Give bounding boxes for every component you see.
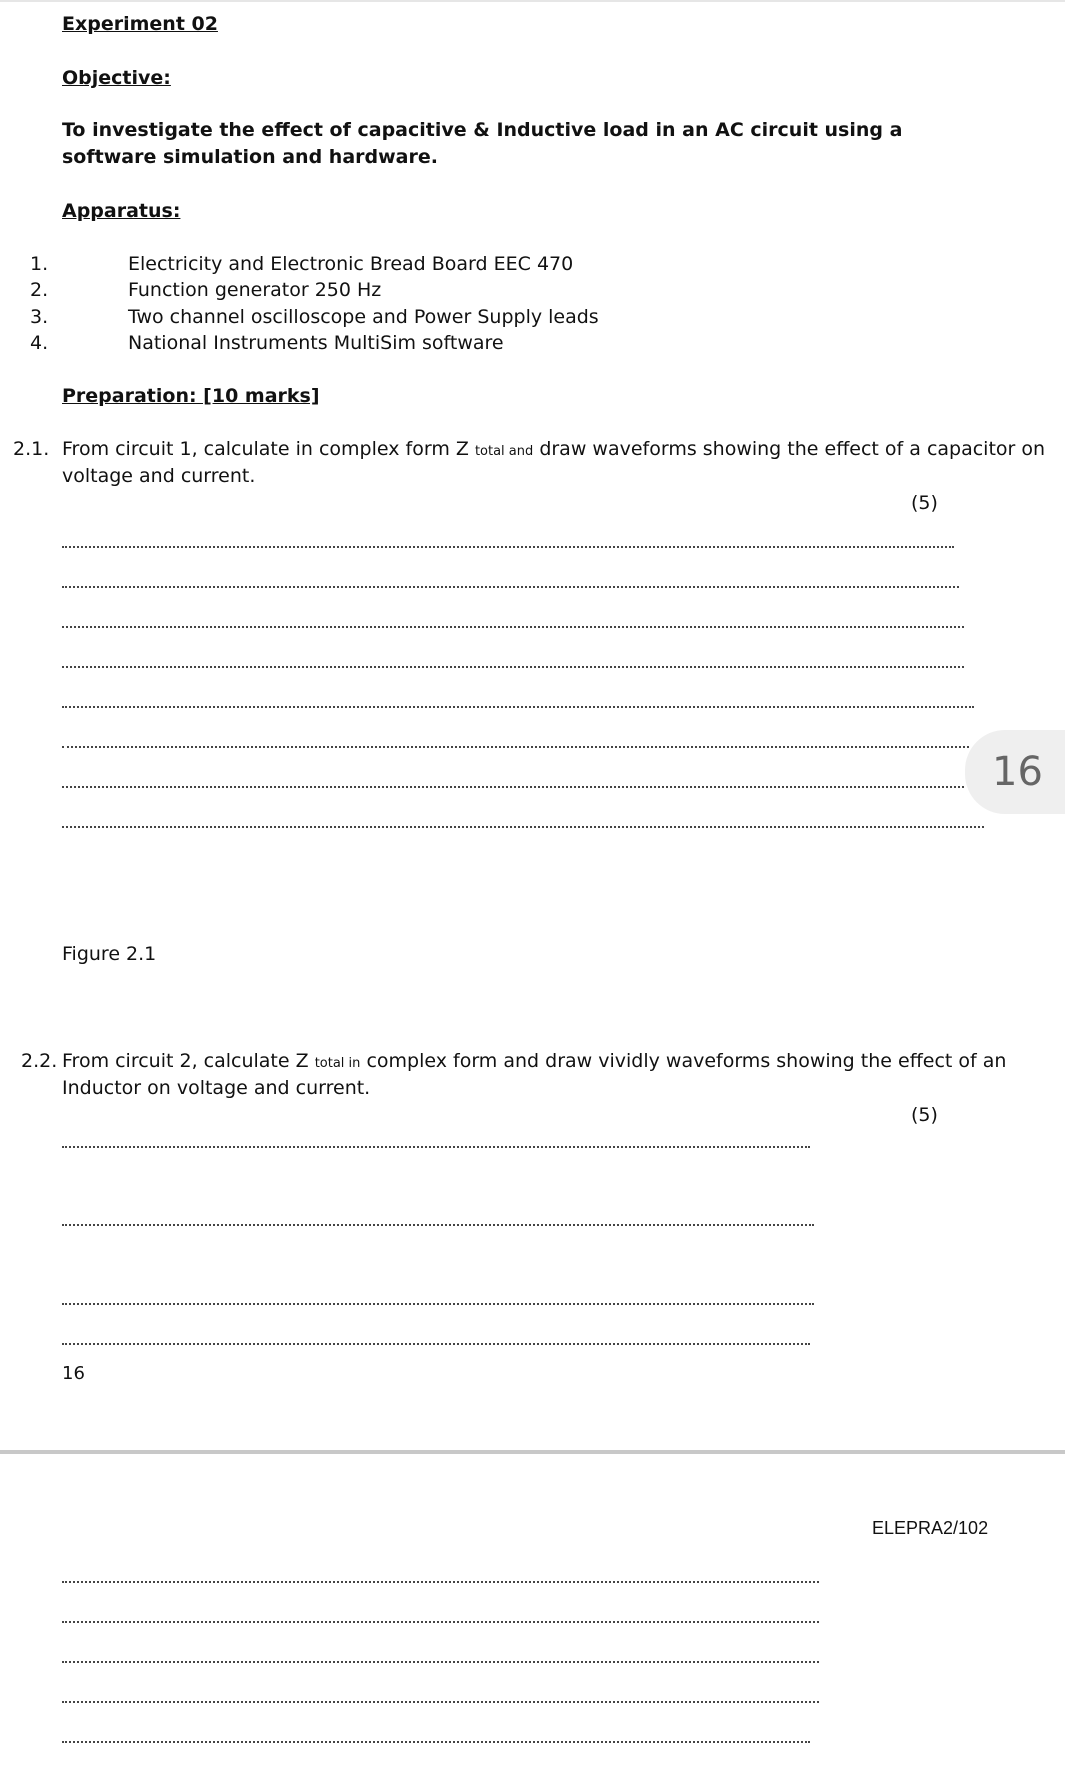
question-number: 2.2. bbox=[21, 1050, 58, 1072]
answer-line[interactable] bbox=[62, 826, 984, 828]
question-text-part: complex form and draw vividly waveforms showing the effect of an bbox=[366, 1050, 1007, 1072]
objective-text: To investigate the effect of capacitive & Inductive load in an AC circuit using a software simulation and hardware. bbox=[62, 119, 903, 168]
page-reference: ELEPRA2/102 bbox=[872, 1518, 989, 1538]
preparation-heading: Preparation: [10 marks] bbox=[62, 385, 320, 407]
page-separator bbox=[0, 1450, 1065, 1454]
list-item-number: 4. bbox=[30, 332, 49, 354]
list-item-number: 3. bbox=[30, 306, 49, 328]
list-item-text: Two channel oscilloscope and Power Supply leads bbox=[128, 306, 599, 328]
list-item-number: 1. bbox=[30, 253, 49, 275]
marks-label: (5) bbox=[911, 1104, 938, 1126]
answer-line[interactable] bbox=[62, 1701, 819, 1703]
answer-line[interactable] bbox=[62, 1303, 814, 1305]
subscript: total and bbox=[474, 444, 534, 459]
question-text-part: draw waveforms showing the effect of a capacitor on bbox=[539, 438, 1046, 460]
answer-line[interactable] bbox=[62, 586, 959, 588]
question-text bbox=[62, 436, 1045, 465]
page-number: 16 bbox=[62, 1363, 85, 1384]
list-item-text: Function generator 250 Hz bbox=[128, 279, 382, 301]
question-text-line: Inductor on voltage and current. bbox=[62, 1077, 371, 1099]
answer-line[interactable] bbox=[62, 1741, 810, 1743]
figure-label: Figure 2.1 bbox=[62, 943, 157, 965]
question-text-part: From circuit 2, calculate Z bbox=[62, 1050, 309, 1072]
answer-line[interactable] bbox=[62, 1661, 819, 1663]
question-text bbox=[62, 1048, 1006, 1077]
experiment-title: Experiment 02 bbox=[62, 13, 218, 35]
list-item-text: Electricity and Electronic Bread Board EEC 470 bbox=[128, 253, 574, 275]
question-text-line: voltage and current. bbox=[62, 465, 256, 487]
answer-line[interactable] bbox=[62, 626, 964, 628]
answer-line[interactable] bbox=[62, 1224, 814, 1226]
answer-line[interactable] bbox=[62, 1581, 819, 1583]
objective-heading: Objective: bbox=[62, 67, 171, 89]
answer-line[interactable] bbox=[62, 1621, 819, 1623]
list-item-text: National Instruments MultiSim software bbox=[128, 332, 504, 354]
question-text-part: From circuit 1, calculate in complex form Z bbox=[62, 438, 469, 460]
top-border bbox=[0, 0, 1065, 2]
answer-line[interactable] bbox=[62, 666, 964, 668]
subscript: total in bbox=[314, 1056, 361, 1071]
answer-line[interactable] bbox=[62, 786, 964, 788]
apparatus-heading: Apparatus: bbox=[62, 200, 181, 222]
marks-label: (5) bbox=[911, 492, 938, 514]
answer-line[interactable] bbox=[62, 746, 969, 748]
page-count-badge: 16 bbox=[965, 730, 1065, 814]
question-number: 2.1. bbox=[13, 438, 50, 460]
list-item-number: 2. bbox=[30, 279, 49, 301]
answer-line[interactable] bbox=[62, 1146, 810, 1148]
answer-line[interactable] bbox=[62, 1343, 810, 1345]
answer-line[interactable] bbox=[62, 706, 974, 708]
answer-line[interactable] bbox=[62, 546, 954, 548]
